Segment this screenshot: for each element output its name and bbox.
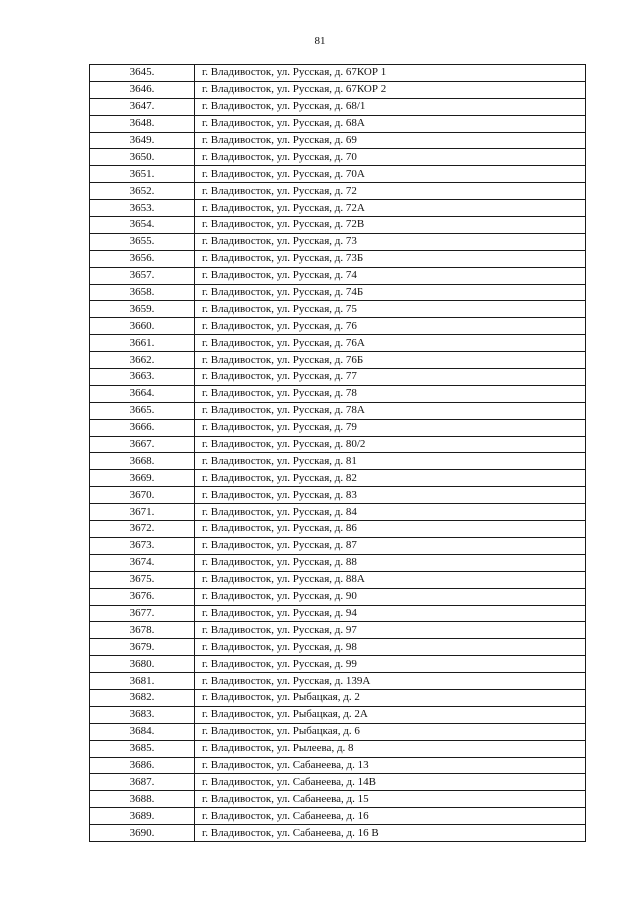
row-number: 3656. <box>90 250 195 267</box>
row-number: 3655. <box>90 233 195 250</box>
row-address: г. Владивосток, ул. Русская, д. 70А <box>195 166 586 183</box>
table-row <box>90 402 586 419</box>
row-number: 3684. <box>90 723 195 740</box>
table-row <box>90 673 586 690</box>
table-row <box>90 385 586 402</box>
row-number: 3686. <box>90 757 195 774</box>
table-row <box>90 98 586 115</box>
table-row <box>90 605 586 622</box>
row-address: г. Владивосток, ул. Русская, д. 67КОР 2 <box>195 81 586 98</box>
row-address: г. Владивосток, ул. Русская, д. 76 <box>195 318 586 335</box>
table-row <box>90 318 586 335</box>
table-row <box>90 200 586 217</box>
table-row <box>90 166 586 183</box>
row-address: г. Владивосток, ул. Сабанеева, д. 16 В <box>195 825 586 842</box>
row-address: г. Владивосток, ул. Русская, д. 72 <box>195 183 586 200</box>
table-row <box>90 521 586 538</box>
row-address: г. Владивосток, ул. Русская, д. 139А <box>195 673 586 690</box>
row-number: 3662. <box>90 352 195 369</box>
row-number: 3654. <box>90 217 195 234</box>
row-address: г. Владивосток, ул. Русская, д. 97 <box>195 622 586 639</box>
row-number: 3688. <box>90 791 195 808</box>
row-address: г. Владивосток, ул. Рыбацкая, д. 2 <box>195 689 586 706</box>
page-number: 81 <box>314 35 326 47</box>
row-number: 3679. <box>90 639 195 656</box>
row-number: 3681. <box>90 673 195 690</box>
row-number: 3685. <box>90 740 195 757</box>
row-number: 3673. <box>90 537 195 554</box>
table-row <box>90 419 586 436</box>
table-row <box>90 250 586 267</box>
table-row <box>90 571 586 588</box>
table-row <box>90 825 586 842</box>
row-number: 3678. <box>90 622 195 639</box>
row-address: г. Владивосток, ул. Русская, д. 99 <box>195 656 586 673</box>
row-address: г. Владивосток, ул. Сабанеева, д. 14В <box>195 774 586 791</box>
row-address: г. Владивосток, ул. Русская, д. 87 <box>195 537 586 554</box>
row-number: 3669. <box>90 470 195 487</box>
row-number: 3649. <box>90 132 195 149</box>
table-row <box>90 639 586 656</box>
row-number: 3652. <box>90 183 195 200</box>
table-row <box>90 689 586 706</box>
table-row <box>90 217 586 234</box>
row-address: г. Владивосток, ул. Русская, д. 78 <box>195 385 586 402</box>
table-row <box>90 65 586 82</box>
row-number: 3650. <box>90 149 195 166</box>
row-address: г. Владивосток, ул. Русская, д. 76Б <box>195 352 586 369</box>
table-row <box>90 723 586 740</box>
row-address: г. Владивосток, ул. Русская, д. 70 <box>195 149 586 166</box>
table-row <box>90 149 586 166</box>
row-number: 3663. <box>90 369 195 386</box>
row-address: г. Владивосток, ул. Русская, д. 68/1 <box>195 98 586 115</box>
row-address: г. Владивосток, ул. Русская, д. 72В <box>195 217 586 234</box>
table-row <box>90 352 586 369</box>
row-address: г. Владивосток, ул. Сабанеева, д. 15 <box>195 791 586 808</box>
row-number: 3661. <box>90 335 195 352</box>
row-address: г. Владивосток, ул. Рыбацкая, д. 2А <box>195 706 586 723</box>
row-address: г. Владивосток, ул. Русская, д. 82 <box>195 470 586 487</box>
row-address: г. Владивосток, ул. Русская, д. 76А <box>195 335 586 352</box>
row-number: 3672. <box>90 521 195 538</box>
row-address: г. Владивосток, ул. Русская, д. 88 <box>195 554 586 571</box>
table-row <box>90 808 586 825</box>
row-address: г. Владивосток, ул. Русская, д. 80/2 <box>195 436 586 453</box>
row-address: г. Владивосток, ул. Русская, д. 72А <box>195 200 586 217</box>
table-row <box>90 132 586 149</box>
table-row <box>90 233 586 250</box>
row-address: г. Владивосток, ул. Русская, д. 79 <box>195 419 586 436</box>
table-row <box>90 301 586 318</box>
address-table <box>89 64 586 842</box>
row-address: г. Владивосток, ул. Русская, д. 78А <box>195 402 586 419</box>
table-row <box>90 335 586 352</box>
row-address: г. Владивосток, ул. Русская, д. 81 <box>195 453 586 470</box>
table-row <box>90 656 586 673</box>
row-number: 3647. <box>90 98 195 115</box>
row-address: г. Владивосток, ул. Русская, д. 88А <box>195 571 586 588</box>
row-number: 3648. <box>90 115 195 132</box>
row-number: 3683. <box>90 706 195 723</box>
row-number: 3680. <box>90 656 195 673</box>
table-row <box>90 267 586 284</box>
row-number: 3660. <box>90 318 195 335</box>
row-address: г. Владивосток, ул. Русская, д. 86 <box>195 521 586 538</box>
row-number: 3677. <box>90 605 195 622</box>
row-address: г. Владивосток, ул. Русская, д. 77 <box>195 369 586 386</box>
row-address: г. Владивосток, ул. Русская, д. 74 <box>195 267 586 284</box>
table-row <box>90 554 586 571</box>
row-number: 3657. <box>90 267 195 284</box>
table-row <box>90 504 586 521</box>
row-address: г. Владивосток, ул. Сабанеева, д. 13 <box>195 757 586 774</box>
row-number: 3646. <box>90 81 195 98</box>
row-number: 3668. <box>90 453 195 470</box>
row-number: 3690. <box>90 825 195 842</box>
table-row <box>90 284 586 301</box>
row-number: 3667. <box>90 436 195 453</box>
row-number: 3670. <box>90 487 195 504</box>
table-row <box>90 706 586 723</box>
row-address: г. Владивосток, ул. Русская, д. 90 <box>195 588 586 605</box>
row-address: г. Владивосток, ул. Русская, д. 94 <box>195 605 586 622</box>
table-row <box>90 81 586 98</box>
row-address: г. Владивосток, ул. Рыбацкая, д. 6 <box>195 723 586 740</box>
row-address: г. Владивосток, ул. Русская, д. 75 <box>195 301 586 318</box>
row-number: 3665. <box>90 402 195 419</box>
table-row <box>90 791 586 808</box>
row-address: г. Владивосток, ул. Русская, д. 69 <box>195 132 586 149</box>
row-number: 3653. <box>90 200 195 217</box>
row-number: 3666. <box>90 419 195 436</box>
address-table-body <box>90 65 586 842</box>
table-row <box>90 369 586 386</box>
table-row <box>90 774 586 791</box>
row-number: 3687. <box>90 774 195 791</box>
row-number: 3664. <box>90 385 195 402</box>
row-address: г. Владивосток, ул. Русская, д. 73 <box>195 233 586 250</box>
table-row <box>90 757 586 774</box>
row-number: 3645. <box>90 65 195 82</box>
row-address: г. Владивосток, ул. Рылеева, д. 8 <box>195 740 586 757</box>
table-row <box>90 453 586 470</box>
table-row <box>90 487 586 504</box>
table-row <box>90 740 586 757</box>
row-number: 3676. <box>90 588 195 605</box>
row-address: г. Владивосток, ул. Русская, д. 98 <box>195 639 586 656</box>
row-address: г. Владивосток, ул. Русская, д. 68А <box>195 115 586 132</box>
row-address: г. Владивосток, ул. Русская, д. 74Б <box>195 284 586 301</box>
row-number: 3658. <box>90 284 195 301</box>
table-row <box>90 622 586 639</box>
row-number: 3675. <box>90 571 195 588</box>
row-address: г. Владивосток, ул. Русская, д. 67КОР 1 <box>195 65 586 82</box>
row-address: г. Владивосток, ул. Русская, д. 73Б <box>195 250 586 267</box>
table-row <box>90 588 586 605</box>
row-address: г. Владивосток, ул. Русская, д. 83 <box>195 487 586 504</box>
row-number: 3674. <box>90 554 195 571</box>
table-row <box>90 470 586 487</box>
row-address: г. Владивосток, ул. Русская, д. 84 <box>195 504 586 521</box>
table-row <box>90 183 586 200</box>
row-number: 3659. <box>90 301 195 318</box>
row-number: 3689. <box>90 808 195 825</box>
row-number: 3682. <box>90 689 195 706</box>
row-number: 3651. <box>90 166 195 183</box>
table-row <box>90 537 586 554</box>
row-address: г. Владивосток, ул. Сабанеева, д. 16 <box>195 808 586 825</box>
row-number: 3671. <box>90 504 195 521</box>
table-row <box>90 436 586 453</box>
table-row <box>90 115 586 132</box>
